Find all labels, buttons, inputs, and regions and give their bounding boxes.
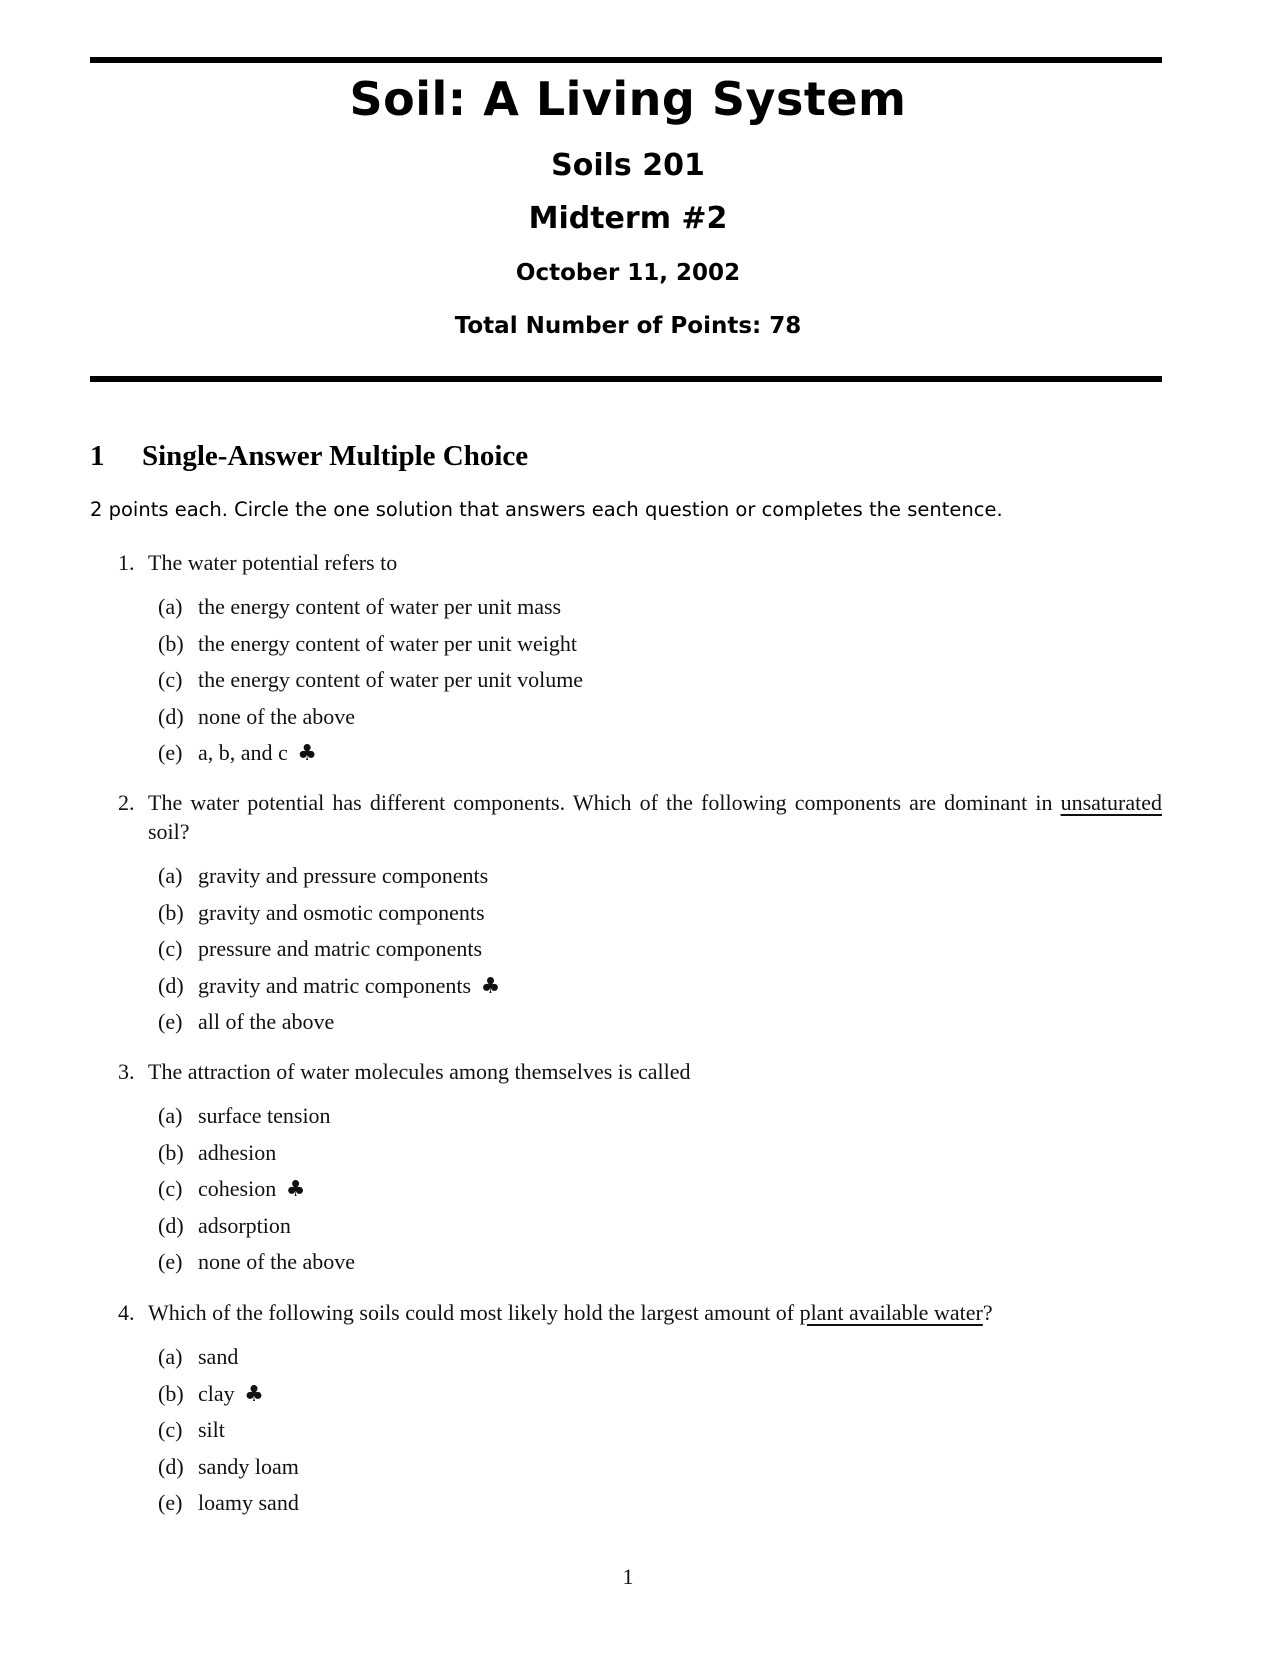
- option-d[interactable]: [118, 702, 1162, 739]
- question-text: The attraction of water molecules among themselves is called: [148, 1059, 691, 1084]
- option-d[interactable]: [118, 1211, 1162, 1248]
- question-stem: [118, 1298, 1162, 1327]
- answer-options: [118, 1342, 1162, 1525]
- option-e[interactable]: [118, 1247, 1162, 1284]
- answer-options: [118, 861, 1162, 1044]
- option-text: adsorption: [198, 1212, 291, 1238]
- option-text: surface tension: [198, 1103, 331, 1128]
- question-3: [118, 1057, 1162, 1284]
- option-text: silt: [198, 1417, 225, 1443]
- page-number: 1: [622, 1564, 634, 1589]
- option-letter: (d): [158, 703, 184, 729]
- total-points: Total Number of Points: 78: [454, 313, 802, 339]
- option-b[interactable]: [118, 629, 1162, 666]
- option-text: gravity and osmotic components: [198, 899, 485, 925]
- option-text: none of the above: [198, 1249, 355, 1275]
- option-c[interactable]: [118, 1415, 1162, 1452]
- question-stem: [118, 788, 1162, 846]
- question-number: 1.: [118, 550, 135, 575]
- document-title: Soil: A Living System: [349, 72, 907, 126]
- option-text: sandy loam: [198, 1453, 299, 1479]
- question-2: [118, 788, 1162, 1044]
- option-text: pressure and matric components: [198, 936, 483, 962]
- question-stem: [118, 1057, 1162, 1086]
- option-letter: (c): [158, 936, 183, 962]
- option-text: gravity and pressure components: [198, 863, 489, 888]
- question-number: 4.: [118, 1300, 135, 1325]
- course-name: Soils 201: [551, 148, 705, 183]
- exam-name: Midterm #2: [528, 201, 728, 236]
- option-b[interactable]: [118, 1379, 1162, 1416]
- question-1: [118, 548, 1162, 775]
- option-d[interactable]: [118, 971, 1162, 1008]
- option-text: cohesion: [198, 1176, 277, 1202]
- option-c[interactable]: [118, 665, 1162, 702]
- option-e[interactable]: [118, 1007, 1162, 1044]
- option-letter: (e): [158, 740, 183, 766]
- bottom-rule: [90, 376, 1162, 382]
- option-text: adhesion: [198, 1139, 277, 1165]
- question-text-end: ?: [982, 1300, 993, 1325]
- section-heading: [90, 440, 528, 473]
- answer-options: [118, 1101, 1162, 1284]
- question-text-start: Which of the following soils could most likely hold the largest amount of: [148, 1300, 800, 1325]
- option-text: the energy content of water per unit volume: [198, 667, 584, 693]
- answer-options: [118, 592, 1162, 775]
- question-text: The water potential refers to: [148, 550, 398, 575]
- option-letter: (e): [158, 1009, 183, 1035]
- option-text: the energy content of water per unit weight: [198, 630, 577, 656]
- option-text: gravity and matric components: [198, 972, 472, 998]
- option-letter: (b): [158, 1380, 184, 1406]
- exam-date: October 11, 2002: [515, 260, 741, 286]
- question-text-end: soil?: [148, 819, 190, 844]
- option-a[interactable]: [118, 592, 1162, 629]
- club-icon: ♣: [297, 741, 318, 767]
- option-c[interactable]: [118, 1174, 1162, 1211]
- option-c[interactable]: [118, 934, 1162, 971]
- underlined-term: unsaturated: [1060, 790, 1162, 815]
- question-number: 2.: [118, 790, 135, 815]
- option-a[interactable]: [118, 861, 1162, 898]
- option-e[interactable]: [118, 1488, 1162, 1525]
- option-letter: (a): [158, 1344, 183, 1369]
- option-letter: (d): [158, 972, 184, 998]
- option-letter: (c): [158, 667, 183, 693]
- option-d[interactable]: [118, 1452, 1162, 1489]
- club-icon: ♣: [244, 1381, 264, 1407]
- option-letter: (c): [158, 1176, 183, 1202]
- option-text: none of the above: [198, 703, 355, 729]
- option-b[interactable]: [118, 898, 1162, 935]
- option-text: clay: [198, 1380, 235, 1406]
- option-text: loamy sand: [198, 1490, 299, 1516]
- top-rule: [90, 57, 1162, 63]
- option-letter: (a): [158, 863, 183, 888]
- option-b[interactable]: [118, 1138, 1162, 1175]
- question-stem: [118, 548, 1162, 577]
- club-icon: ♣: [480, 973, 501, 999]
- option-letter: (b): [158, 1139, 184, 1165]
- option-letter: (d): [158, 1453, 184, 1479]
- underlined-term: plant available water: [799, 1300, 983, 1325]
- section-title: Single-Answer Multiple Choice: [142, 440, 529, 472]
- option-letter: (e): [158, 1249, 183, 1275]
- question-text-start: The water potential has different components. Which of the following components are dominant in: [148, 790, 1061, 815]
- option-letter: (a): [158, 1103, 183, 1128]
- option-letter: (b): [158, 630, 184, 656]
- club-icon: ♣: [285, 1177, 306, 1203]
- option-letter: (e): [158, 1490, 183, 1516]
- section-number: 1: [90, 440, 105, 472]
- option-a[interactable]: [118, 1101, 1162, 1138]
- option-letter: (b): [158, 899, 184, 925]
- question-4: [118, 1298, 1162, 1525]
- option-letter: (d): [158, 1212, 184, 1238]
- option-text: a, b, and c: [198, 740, 288, 766]
- question-number: 3.: [118, 1059, 135, 1084]
- option-letter: (c): [158, 1417, 183, 1443]
- option-text: the energy content of water per unit mass: [198, 594, 562, 619]
- option-a[interactable]: [118, 1342, 1162, 1379]
- option-text: all of the above: [198, 1009, 335, 1035]
- option-e[interactable]: [118, 738, 1162, 775]
- option-letter: (a): [158, 594, 183, 619]
- section-instructions: 2 points each. Circle the one solution that answers each question or completes the sentence.: [90, 498, 1003, 521]
- option-text: sand: [198, 1344, 239, 1369]
